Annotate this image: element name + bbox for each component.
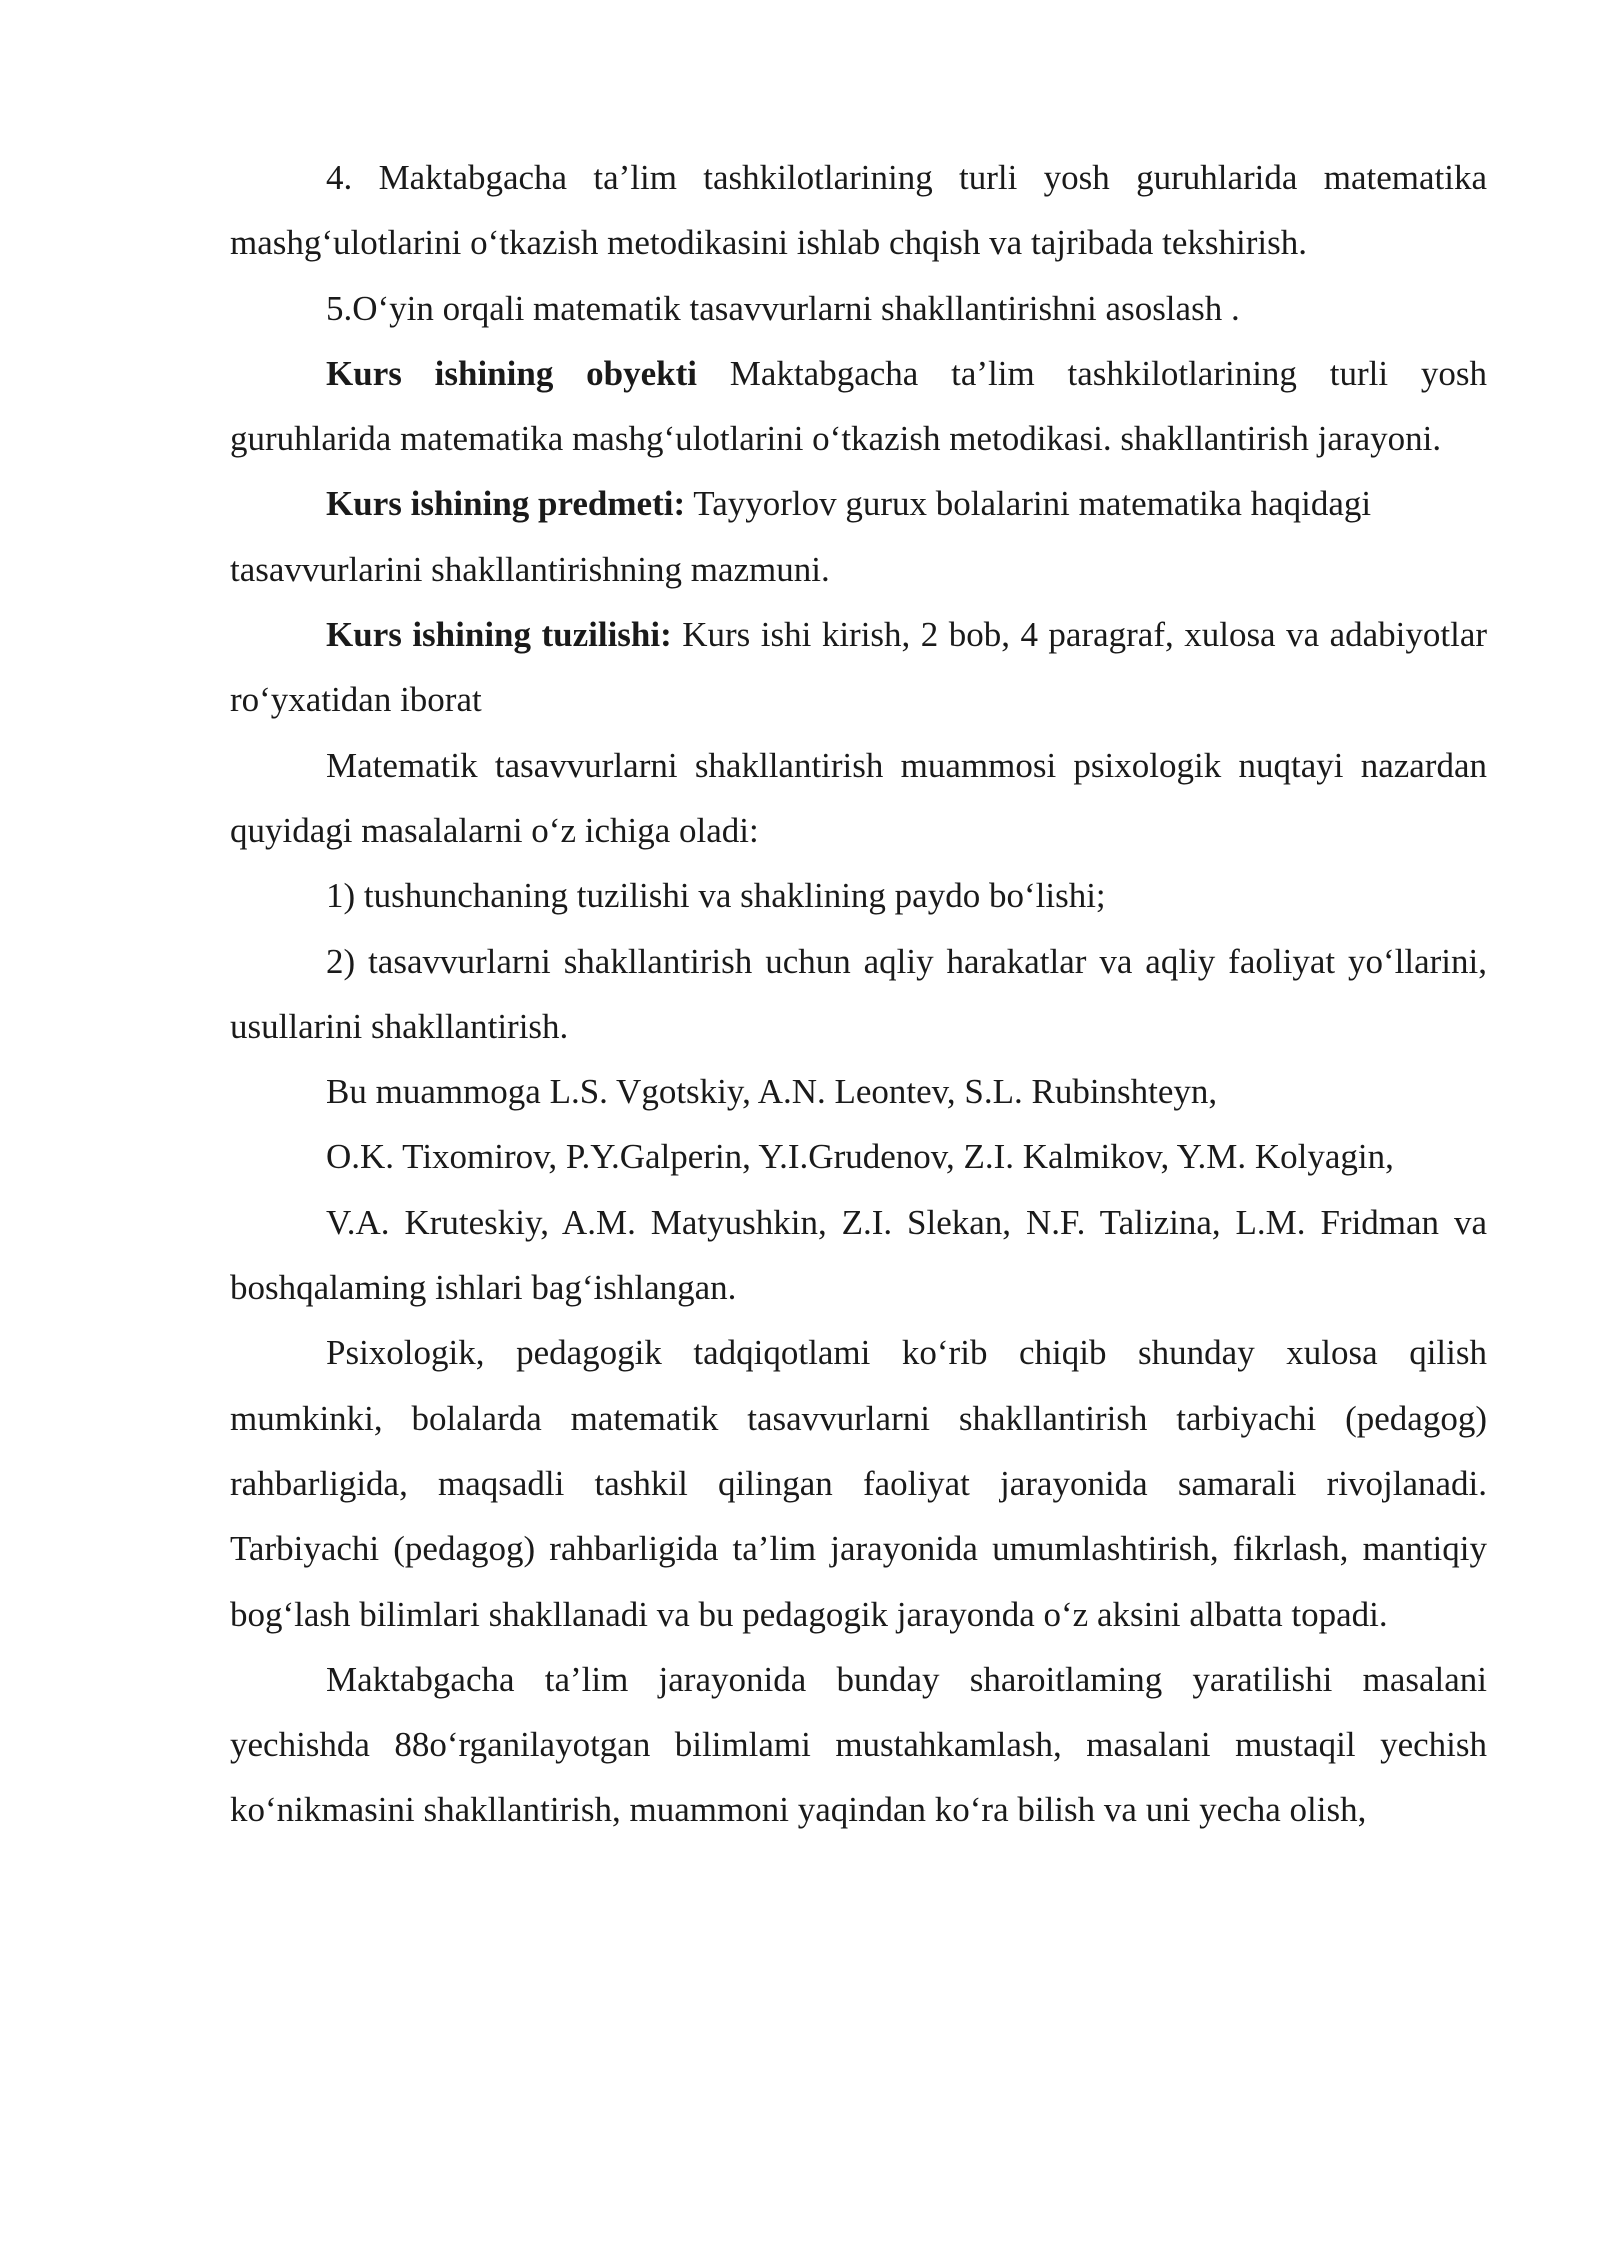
paragraph-task-4: 4. Maktabgacha ta’lim tashkilotlarining turli yosh guruhlarida matematika mashg‘ulotlarini o‘tkazish metodikasini ishlab chqish va tajribada tekshirish.: [230, 158, 1487, 263]
paragraph-task-5: 5.O‘yin orqali matematik tasavvurlarni shakllantirishni asoslash .: [326, 288, 1240, 328]
paragraph-conditions: Maktabgacha ta’lim jarayonida bunday sharoitlaming yaratilishi masalani yechishda 88o‘rganilayotgan bilimlami mustahkamlash, masalani mustaqil yechish ko‘nikmasini shakllantirish, muammoni yaqindan ko‘ra bilish va uni yecha olish,: [230, 1659, 1487, 1830]
structure-label: Kurs ishining tuzilishi:: [326, 615, 672, 655]
structure-text: Kurs ishi kirish, 2 bob, 4 paragraf, xulosa va adabiyotlar ro‘yxatidan iborat: [230, 615, 1488, 720]
subject-label: Kurs ishining predmeti:: [326, 484, 686, 524]
paragraph-item-2: 2) tasavvurlarni shakllantirish uchun aqliy harakatlar va aqliy faoliyat yo‘llarini, usullarini shakllantirish.: [230, 941, 1487, 1046]
paragraph-structure: [230, 602, 1487, 733]
paragraph-problem: Matematik tasavvurlarni shakllantirish muammosi psixologik nuqtayi nazardan quyidagi masalalarni o‘z ichiga oladi:: [230, 745, 1487, 850]
subject-text: Tayyorlov gurux bolalarini matematika haqidagi tasavvurlarini shakllantirishning mazmuni.: [230, 484, 1372, 589]
object-label: Kurs ishining obyekti: [326, 353, 697, 393]
paragraph-item-1: 1) tushunchaning tuzilishi va shaklining paydo bo‘lishi;: [326, 876, 1106, 916]
paragraph-authors-1: Bu muammoga L.S. Vgotskiy, A.N. Leontev, S.L. Rubinshteyn,: [326, 1072, 1218, 1112]
paragraph-subject: [230, 471, 1487, 602]
paragraph-conclusion: Psixologik, pedagogik tadqiqotlami ko‘rib chiqib shunday xulosa qilish mumkinki, bolalarda matematik tasavvurlarni shakllantirish tarbiyachi (pedagog) rahbarligida, maqsadli tashkil qilingan faoliyat jarayonida samarali rivojlanadi. Tarbiyachi (pedagog) rahbarligida ta’lim jarayonida umumlashtirish, fikrlash, mantiqiy bog‘lash bilimlari shakllanadi va bu pedagogik jarayonda o‘z aksini albatta topadi.: [230, 1333, 1487, 1634]
paragraph-object: [230, 341, 1487, 472]
paragraph-authors-3: V.A. Kruteskiy, A.M. Matyushkin, Z.I. Slekan, N.F. Talizina, L.M. Fridman va boshqalaming ishlari bag‘ishlangan.: [230, 1202, 1487, 1308]
paragraph-authors-2: O.K. Tixomirov, P.Y.Galperin, Y.I.Grudenov, Z.I. Kalmikov, Y.M. Kolyagin,: [326, 1137, 1394, 1177]
object-text: Maktabgacha ta’lim tashkilotlarining turli yosh guruhlarida matematika mashg‘ulotlarini o‘tkazish metodikasi. shakllantirish jarayoni.: [230, 353, 1487, 459]
document-body: [230, 145, 1487, 1843]
